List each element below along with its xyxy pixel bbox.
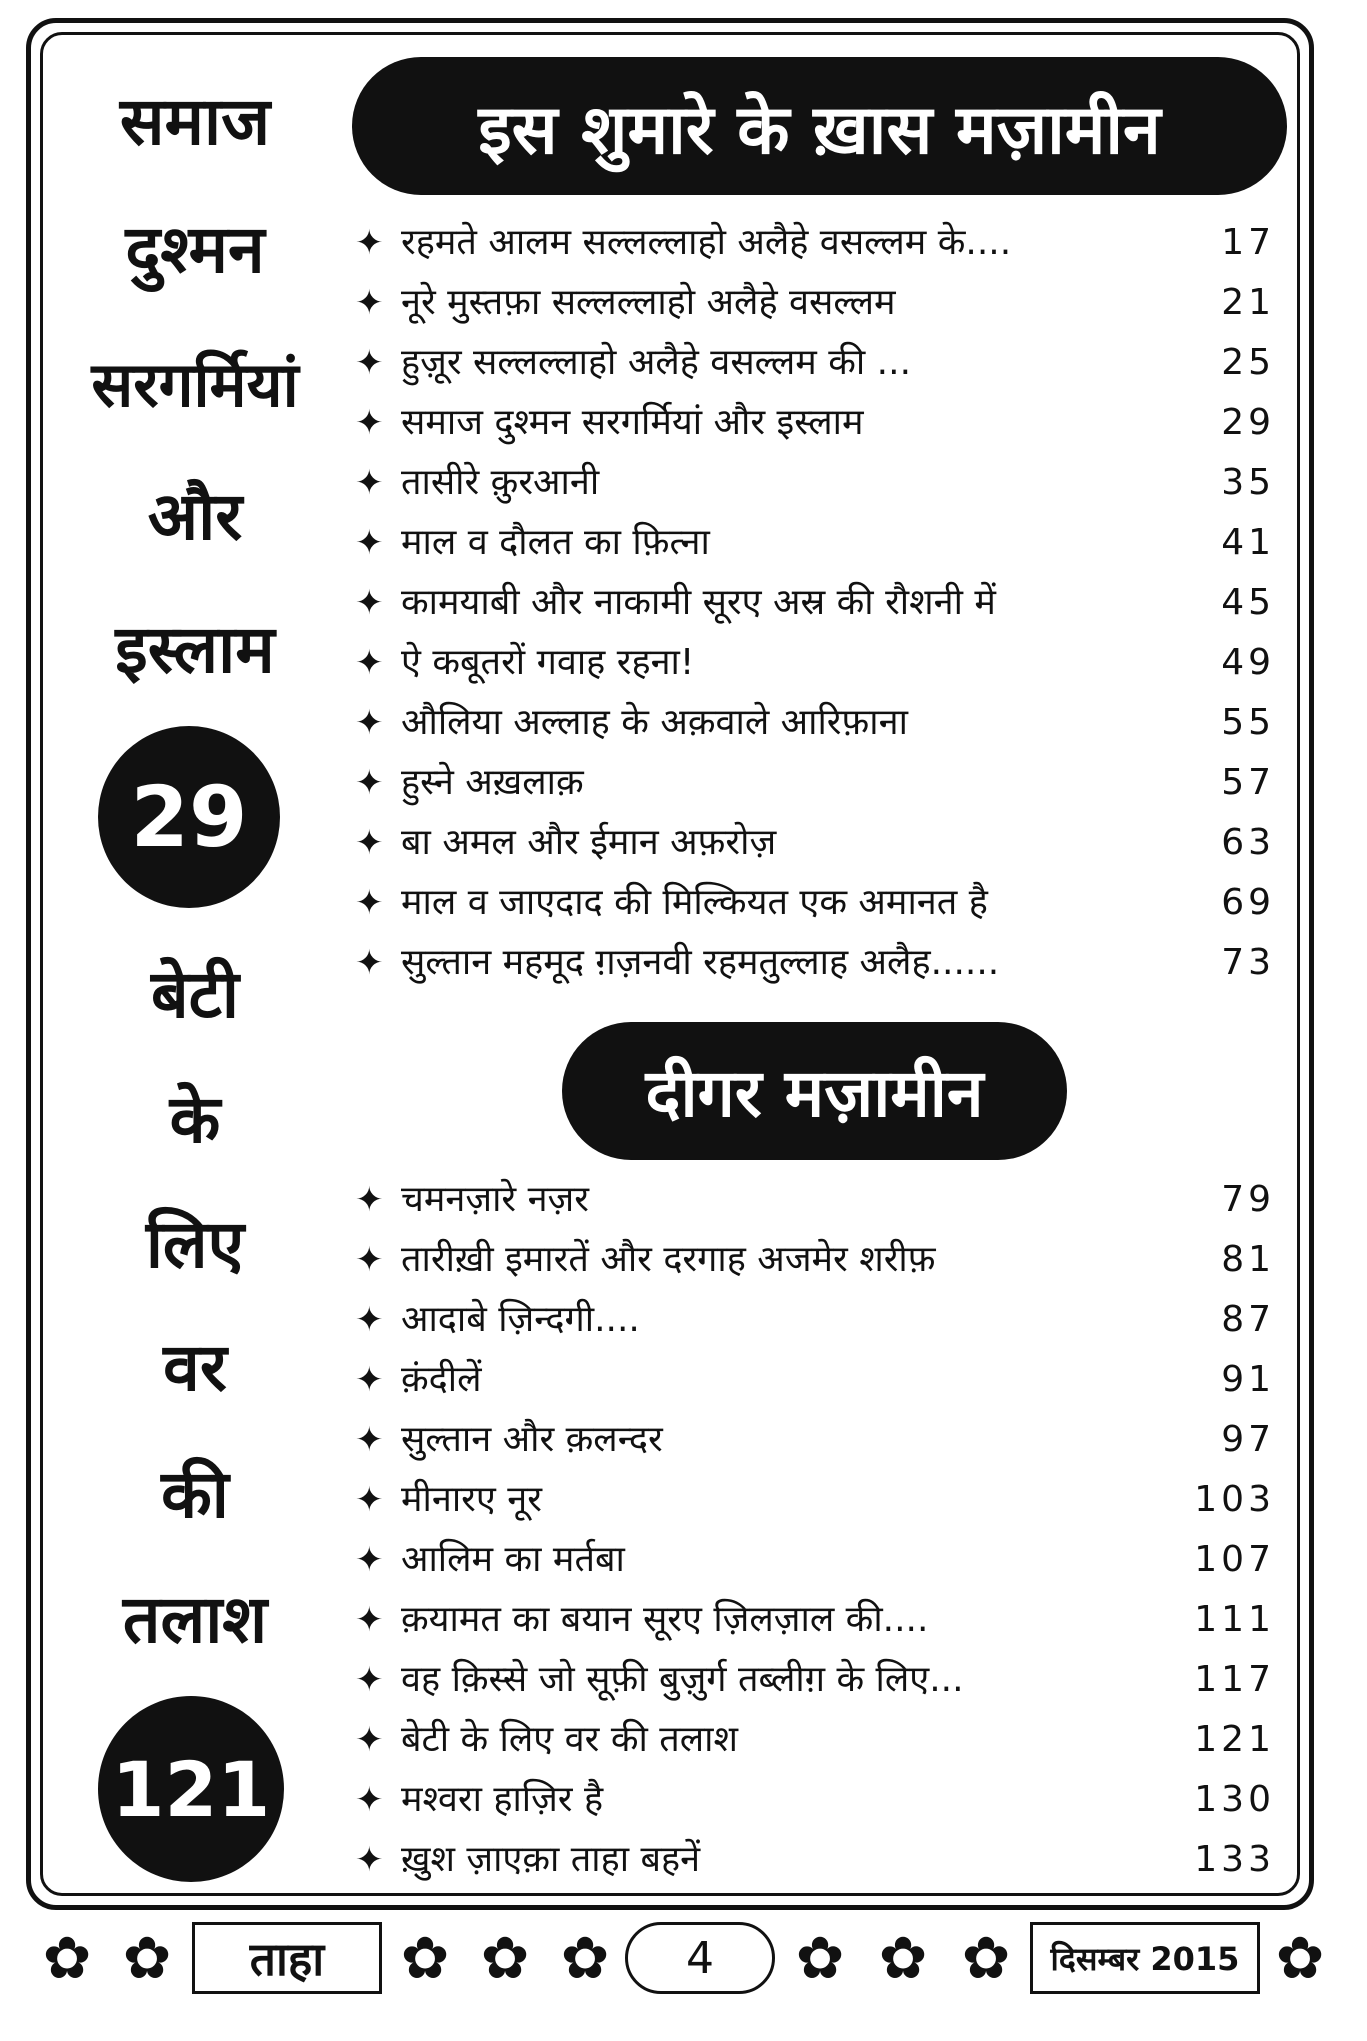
toc-entry-page: 130 <box>1194 1779 1275 1820</box>
bullet-icon: ✦ <box>355 943 384 983</box>
toc-entry <box>355 693 1275 753</box>
toc-entry-page: 81 <box>1221 1239 1275 1280</box>
section-header-special: इस शुमारे के ख़ास मज़ामीन <box>352 57 1287 195</box>
toc-entry-page: 29 <box>1221 402 1275 443</box>
bullet-icon: ✦ <box>355 283 384 323</box>
toc-entry-page: 55 <box>1221 702 1275 743</box>
toc-entry-title: हुज़ूर सल्लल्लाहो अलैहे वसल्लम की ... <box>401 342 912 383</box>
bullet-icon: ✦ <box>355 583 384 623</box>
toc-entry-page: 117 <box>1194 1659 1275 1700</box>
toc-entry-page: 57 <box>1221 762 1275 803</box>
flower-ornament-icon: ✿ <box>961 1924 1011 1992</box>
toc-entry-title: मश्वरा हाज़िर है <box>401 1779 604 1820</box>
bullet-icon: ✦ <box>355 463 384 503</box>
toc-entry-page: 45 <box>1221 582 1275 623</box>
toc-entry <box>355 1770 1275 1830</box>
toc-entry-page: 49 <box>1221 642 1275 683</box>
bullet-icon: ✦ <box>355 1780 384 1820</box>
bullet-icon: ✦ <box>355 523 384 563</box>
toc-entry <box>355 273 1275 333</box>
toc-entry-title: समाज दुश्मन सरगर्मियां और इस्लाम <box>401 402 864 443</box>
bullet-icon: ✦ <box>355 1360 384 1400</box>
toc-entry-title: आदाबे ज़िन्दगी.... <box>401 1299 640 1340</box>
badge-29: 29 <box>98 726 280 908</box>
bullet-icon: ✦ <box>355 1540 384 1580</box>
bullet-icon: ✦ <box>355 643 384 683</box>
left-word-1: समाज <box>119 83 271 160</box>
toc-entry <box>355 1650 1275 1710</box>
bullet-icon: ✦ <box>355 403 384 443</box>
bullet-icon: ✦ <box>355 1240 384 1280</box>
toc-entry <box>355 393 1275 453</box>
flower-ornament-icon: ✿ <box>400 1924 450 1992</box>
toc-entry-title: हुस्ने अख़लाक़ <box>401 762 584 803</box>
flower-ornament-icon: ✿ <box>480 1924 530 1992</box>
magazine-name-box: ताहा <box>192 1922 382 1994</box>
left-word-11: तलाश <box>122 1581 268 1658</box>
bullet-icon: ✦ <box>355 823 384 863</box>
toc-entry <box>355 753 1275 813</box>
toc-entry <box>355 1530 1275 1590</box>
toc-entry-title: बेटी के लिए वर की तलाश <box>401 1719 738 1760</box>
flower-ornament-icon: ✿ <box>878 1924 928 1992</box>
toc-entry <box>355 213 1275 273</box>
toc-entry-page: 121 <box>1194 1719 1275 1760</box>
toc-entry-page: 103 <box>1194 1479 1275 1520</box>
bullet-icon: ✦ <box>355 703 384 743</box>
toc-entry <box>355 933 1275 993</box>
toc-entry-title: रहमते आलम सल्लल्लाहो अलैहे वसल्लम के.... <box>401 222 1012 263</box>
bullet-icon: ✦ <box>355 1300 384 1340</box>
badge-121: 121 <box>98 1696 284 1882</box>
toc-entry-title: ऐ कबूतरों गवाह रहना! <box>401 642 695 683</box>
flower-ornament-icon: ✿ <box>122 1924 172 1992</box>
toc-entry-title: कामयाबी और नाकामी सूरए अस्र की रौशनी में <box>401 582 996 623</box>
flower-ornament-icon: ✿ <box>42 1924 92 1992</box>
toc-entry-page: 79 <box>1221 1179 1275 1220</box>
left-word-10: की <box>161 1456 229 1533</box>
toc-entry <box>355 1230 1275 1290</box>
bullet-icon: ✦ <box>355 763 384 803</box>
toc-entry-page: 69 <box>1221 882 1275 923</box>
toc-entry-title: मीनारए नूर <box>401 1479 542 1520</box>
toc-entry-title: आलिम का मर्तबा <box>401 1539 625 1580</box>
toc-entry-page: 91 <box>1221 1359 1275 1400</box>
page-number: 4 <box>625 1922 775 1994</box>
bullet-icon: ✦ <box>355 1480 384 1520</box>
toc-entry-page: 97 <box>1221 1419 1275 1460</box>
toc-entry <box>355 1290 1275 1350</box>
bullet-icon: ✦ <box>355 343 384 383</box>
left-word-3: सरगर्मियां <box>91 348 299 421</box>
flower-ornament-icon: ✿ <box>560 1924 610 1992</box>
left-word-5: इस्लाम <box>115 611 275 688</box>
toc-entry-page: 107 <box>1194 1539 1275 1580</box>
toc-entry-title: बा अमल और ईमान अफ़रोज़ <box>401 822 777 863</box>
footer-bar <box>30 1912 1330 2002</box>
bullet-icon: ✦ <box>355 1600 384 1640</box>
toc-entry <box>355 1590 1275 1650</box>
toc-entry-page: 111 <box>1194 1599 1275 1640</box>
toc-entry <box>355 1470 1275 1530</box>
toc-entry-title: ख़ुश ज़ाएक़ा ताहा बहनें <box>401 1839 701 1880</box>
bullet-icon: ✦ <box>355 1840 384 1880</box>
toc-entry <box>355 1710 1275 1770</box>
flower-ornament-icon: ✿ <box>795 1924 845 1992</box>
toc-entry <box>355 573 1275 633</box>
toc-entry-page: 25 <box>1221 342 1275 383</box>
contents-list-other <box>355 1170 1275 1890</box>
toc-entry <box>355 1170 1275 1230</box>
toc-entry-page: 21 <box>1221 282 1275 323</box>
toc-entry-title: क़यामत का बयान सूरए ज़िलज़ाल की.... <box>401 1599 929 1640</box>
toc-entry-title: तासीरे क़ुरआनी <box>401 462 600 503</box>
toc-entry-page: 87 <box>1221 1299 1275 1340</box>
toc-entry <box>355 513 1275 573</box>
bullet-icon: ✦ <box>355 883 384 923</box>
left-word-8: लिए <box>145 1206 245 1283</box>
toc-entry-page: 41 <box>1221 522 1275 563</box>
section-header-other: दीगर मज़ामीन <box>562 1022 1067 1160</box>
left-word-2: दुश्मन <box>125 211 265 288</box>
toc-entry-title: क़ंदीलें <box>401 1359 482 1400</box>
left-word-4: और <box>147 478 243 555</box>
toc-entry-title: नूरे मुस्तफ़ा सल्लल्लाहो अलैहे वसल्लम <box>401 282 896 323</box>
toc-entry-page: 17 <box>1221 222 1275 263</box>
toc-entry <box>355 1830 1275 1890</box>
bullet-icon: ✦ <box>355 223 384 263</box>
toc-entry-page: 35 <box>1221 462 1275 503</box>
toc-entry-title: सुल्तान और क़लन्दर <box>401 1419 663 1460</box>
toc-entry <box>355 1410 1275 1470</box>
left-word-7: के <box>169 1081 221 1158</box>
toc-entry <box>355 453 1275 513</box>
bullet-icon: ✦ <box>355 1180 384 1220</box>
toc-entry-title: माल व जाएदाद की मिल्कियत एक अमानत है <box>401 882 988 923</box>
issue-date-box: दिसम्बर 2015 <box>1030 1922 1260 1994</box>
toc-entry-title: तारीख़ी इमारतें और दरगाह अजमेर शरीफ़ <box>401 1239 936 1280</box>
toc-entry-title: चमनज़ारे नज़र <box>401 1179 589 1220</box>
toc-entry-title: वह क़िस्से जो सूफ़ी बुज़ुर्ग तब्लीग़ के लिए... <box>401 1659 964 1700</box>
toc-entry-title: औलिया अल्लाह के अक़वाले आरिफ़ाना <box>401 702 908 743</box>
toc-entry <box>355 873 1275 933</box>
toc-entry-page: 63 <box>1221 822 1275 863</box>
toc-entry-page: 73 <box>1221 942 1275 983</box>
toc-entry <box>355 813 1275 873</box>
toc-entry <box>355 1350 1275 1410</box>
bullet-icon: ✦ <box>355 1720 384 1760</box>
bullet-icon: ✦ <box>355 1420 384 1460</box>
flower-ornament-icon: ✿ <box>1275 1924 1325 1992</box>
toc-entry <box>355 333 1275 393</box>
toc-entry <box>355 633 1275 693</box>
toc-entry-page: 133 <box>1194 1839 1275 1880</box>
left-word-9: वर <box>163 1329 227 1406</box>
toc-entry-title: माल व दौलत का फ़ित्ना <box>401 522 710 563</box>
bullet-icon: ✦ <box>355 1660 384 1700</box>
toc-entry-title: सुल्तान महमूद ग़ज़नवी रहमतुल्लाह अलैह...... <box>401 942 1000 983</box>
left-word-6: बेटी <box>150 956 240 1033</box>
contents-list-special <box>355 213 1275 993</box>
